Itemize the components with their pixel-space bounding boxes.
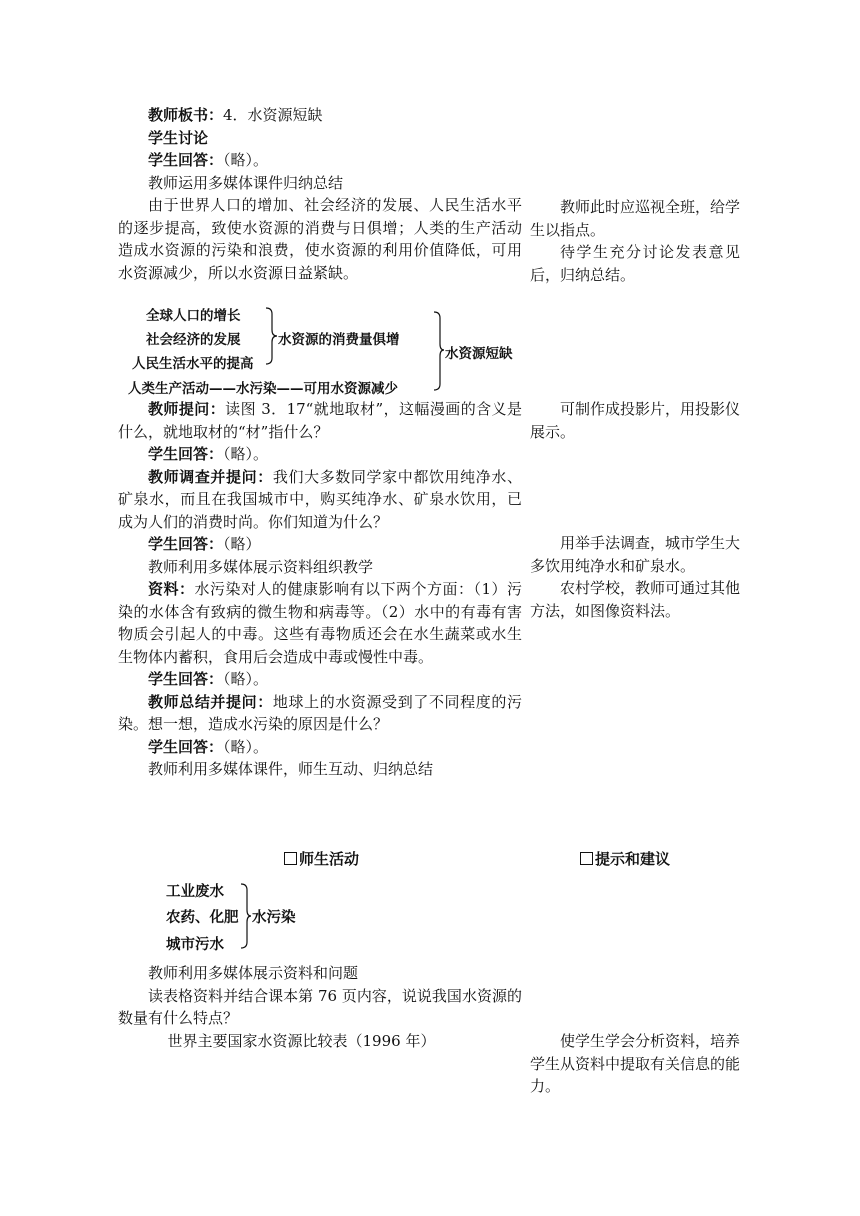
reading-question-paragraph: 读表格资料并结合课本第 76 页内容，说说我国水资源的数量有什么特点？ [118,986,522,1027]
student-answer-line: 学生回答：（略） [148,535,261,553]
checkbox-square-icon [580,852,593,865]
header-tips-suggestions: 提示和建议 [580,848,670,869]
teacher-summary-line: 教师运用多媒体课件归纳总结 [148,173,344,192]
teacher-question-line: 教师提问：读图 3．17“就地取材”，这幅漫画的含义是什么，就地取材的“材”指什么？ [118,400,522,441]
lesson-section-2 [118,398,522,781]
note-text: 使学生学会分析资料，培养学生从资料中提取有关信息的能力。 [530,1032,741,1095]
cause-living-standard: 人民生活水平的提高 [132,356,254,372]
note-text: 可制作成投影片，用投影仪展示。 [530,400,741,441]
note-text: 教师此时应巡视全班，给学生以指点。 [530,198,741,239]
note-text: 待学生充分讨论发表意见后，归纳总结。 [530,243,740,284]
cause-urban-sewage: 城市污水 [166,937,224,953]
note-3-block [530,532,740,622]
diagram-brackets [118,302,528,396]
material-paragraph: 资料：水污染对人的健康影响有以下两个方面：（1）污染的水体含有致病的微生物和病毒等。（2）水中的有毒有害物质会引起人的中毒。这些有毒物质还会在水生蔬菜或水生生物体内蓄积，食用后会造成中毒或慢性中毒。 [118,580,522,666]
summary-paragraph: 由于世界人口的增加、社会经济的发展、人民生活水平的逐步提高，致使水资源的消费与日俱增；人类的生产活动造成水资源的污染和浪费，使水资源的利用价值降低，可用水资源减少，所以水资源日益紧缺。 [118,196,522,282]
diagram-middle-label: 水资源的消费量俱增 [278,332,400,348]
water-shortage-diagram [118,302,528,396]
lesson-section-1 [118,104,522,284]
teacher-interaction-line: 教师利用多媒体课件，师生互动、归纳总结 [148,760,434,778]
table-caption: 世界主要国家水资源比较表（1996 年） [167,1031,436,1050]
student-discussion-line: 学生讨论 [148,128,209,147]
note-4-block [530,1030,740,1098]
cause-industrial-wastewater: 工业废水 [166,884,224,900]
teacher-survey-line: 教师调查并提问：我们大多数同学家中都饮用纯净水、矿泉水，而且在我国城市中，购买纯净水、矿泉水饮用，已成为人们的消费时尚。你们知道为什么？ [118,467,522,531]
checkbox-square-icon [284,852,297,865]
board-writing-line: 教师板书：4．水资源短缺 [148,106,323,124]
lesson-section-3 [118,962,522,1052]
header-teacher-student-activity: 师生活动 [284,848,359,869]
note-text: 农村学校，教师可通过其他方法，如图像资料法。 [530,579,741,620]
teacher-multimedia-line: 教师利用多媒体展示资料组织教学 [148,557,374,576]
teacher-summary-question-line: 教师总结并提问：地球上的水资源受到了不同程度的污染。想一想，造成水污染的原因是什么？ [118,692,522,733]
diagram-bottom-line: 人类生产活动——水污染——可用水资源减少 [128,381,398,397]
note-text: 用举手法调查，城市学生大多饮用纯净水和矿泉水。 [530,534,741,575]
note-1-block [530,196,740,286]
cause-population: 全球人口的增长 [146,308,241,324]
diagram-bracket [160,876,360,956]
cause-economy: 社会经济的发展 [146,332,241,348]
student-answer-line: 学生回答：（略）。 [148,445,269,463]
diagram-result-label: 水资源短缺 [445,346,513,362]
student-answer-line: 学生回答：（略）。 [148,670,269,688]
student-answer-line: 学生回答：（略）。 [148,151,269,169]
teacher-materials-line: 教师利用多媒体展示资料和问题 [148,964,359,982]
cause-pesticides-fertilizers: 农药、化肥 [166,910,239,926]
water-pollution-diagram [160,876,360,956]
note-2-block [530,398,740,443]
student-answer-line: 学生回答：（略）。 [148,737,269,756]
diagram-result-label: 水污染 [252,910,296,926]
